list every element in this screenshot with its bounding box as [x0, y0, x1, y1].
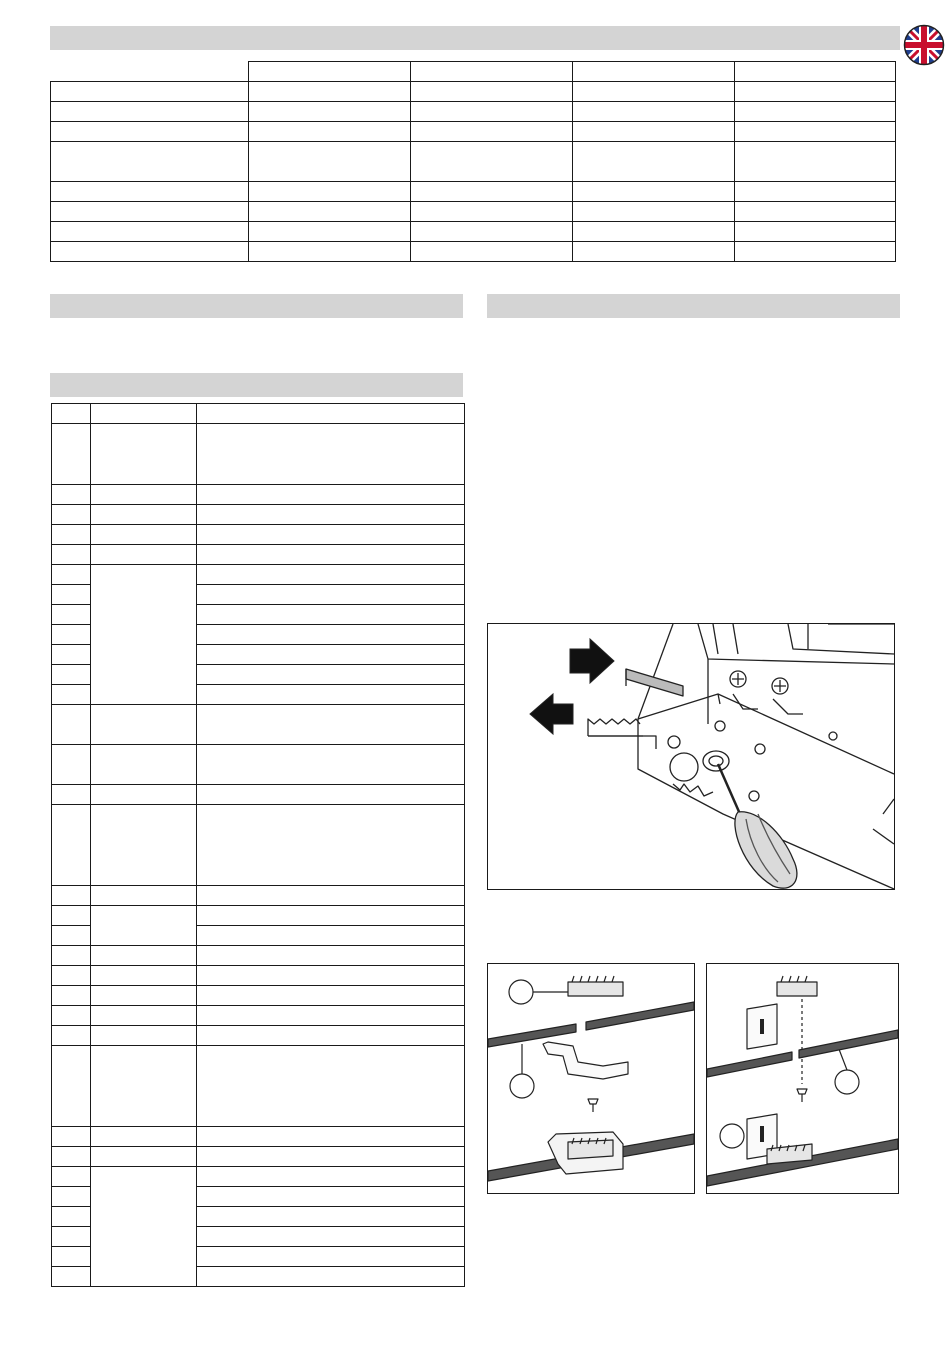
table-cell [735, 242, 896, 262]
table-cell [197, 986, 465, 1006]
table-cell [91, 705, 197, 745]
table-cell [573, 62, 735, 82]
table-cell [197, 404, 465, 424]
table-cell [411, 222, 573, 242]
table-cell [52, 685, 91, 705]
table-row [51, 82, 896, 102]
table-cell [52, 605, 91, 625]
table-cell [91, 946, 197, 966]
table-cell [51, 62, 249, 82]
table-cell [197, 505, 465, 525]
table-cell [52, 424, 91, 485]
table-cell [52, 525, 91, 545]
table-cell [249, 142, 411, 182]
table-cell [52, 485, 91, 505]
table-row [52, 1026, 465, 1046]
table-cell [197, 745, 465, 785]
table-cell [91, 485, 197, 505]
table-cell [52, 565, 91, 585]
table-cell [52, 1167, 91, 1187]
table-cell [197, 525, 465, 545]
table-cell [91, 525, 197, 545]
table-cell [197, 485, 465, 505]
table-cell [249, 102, 411, 122]
table-cell [197, 565, 465, 585]
table-cell [249, 122, 411, 142]
table-cell [52, 404, 91, 424]
table-cell [573, 222, 735, 242]
table-cell [197, 1006, 465, 1026]
table-cell [91, 565, 197, 705]
table-row [52, 986, 465, 1006]
table-row [52, 485, 465, 505]
table-row [52, 745, 465, 785]
table-cell [91, 505, 197, 525]
table-row [52, 785, 465, 805]
table-cell [197, 946, 465, 966]
table-cell [91, 785, 197, 805]
table-cell [91, 404, 197, 424]
table-cell [52, 1247, 91, 1267]
pull-arrow-icon [530, 694, 573, 734]
table-cell [573, 182, 735, 202]
table-cell [411, 62, 573, 82]
table-cell [411, 122, 573, 142]
table-row [51, 182, 896, 202]
table-cell [52, 966, 91, 986]
table-row [52, 404, 465, 424]
table-row [52, 1147, 465, 1167]
table-cell [735, 142, 896, 182]
table-cell [52, 886, 91, 906]
table-cell [52, 745, 91, 785]
table-cell [197, 545, 465, 565]
table-cell [52, 505, 91, 525]
table-cell [249, 202, 411, 222]
table-cell [735, 202, 896, 222]
table-cell [51, 142, 249, 182]
table-cell [91, 1006, 197, 1026]
table-cell [52, 1026, 91, 1046]
table-cell [197, 1127, 465, 1147]
table-cell [91, 424, 197, 485]
table-cell [735, 62, 896, 82]
table-cell [91, 745, 197, 785]
table-row [52, 906, 465, 926]
table-cell [197, 645, 465, 665]
table-row [51, 62, 896, 82]
table-cell [197, 1207, 465, 1227]
table-cell [197, 886, 465, 906]
table-cell [411, 182, 573, 202]
push-arrow-icon [570, 639, 614, 683]
table-cell [91, 986, 197, 1006]
table-row [51, 142, 896, 182]
table-cell [197, 1227, 465, 1247]
table-cell [197, 685, 465, 705]
table-cell [411, 82, 573, 102]
table-cell [51, 182, 249, 202]
table-cell [91, 805, 197, 886]
table-row [52, 805, 465, 886]
table-row [51, 102, 896, 122]
table-cell [573, 122, 735, 142]
table-cell [52, 946, 91, 966]
table-cell [52, 1046, 91, 1127]
table-cell [197, 1167, 465, 1187]
table-row [52, 946, 465, 966]
table-cell [573, 142, 735, 182]
table-cell [197, 906, 465, 926]
table-cell [91, 966, 197, 986]
table-cell [197, 625, 465, 645]
table-row [51, 122, 896, 142]
table-cell [735, 182, 896, 202]
table-cell [91, 1147, 197, 1167]
table-cell [52, 645, 91, 665]
table-cell [91, 1046, 197, 1127]
table-cell [91, 1026, 197, 1046]
table-cell [52, 1147, 91, 1167]
table-row [52, 886, 465, 906]
table-cell [735, 122, 896, 142]
table-cell [91, 906, 197, 946]
table-cell [197, 1187, 465, 1207]
table-cell [249, 62, 411, 82]
table-cell [197, 705, 465, 745]
table-cell [51, 242, 249, 262]
table-cell [573, 242, 735, 262]
table-row [51, 242, 896, 262]
table-cell [249, 82, 411, 102]
table-cell [197, 926, 465, 946]
table-cell [249, 242, 411, 262]
table-row [51, 202, 896, 222]
table-cell [197, 1247, 465, 1267]
table-cell [249, 182, 411, 202]
table-cell [51, 122, 249, 142]
table-cell [197, 424, 465, 485]
motor-unit-screwdriver-illustration [487, 623, 895, 890]
table-cell [52, 785, 91, 805]
table-cell [52, 1006, 91, 1026]
table-cell [52, 1227, 91, 1247]
belt-bracket-variant-illustration [706, 963, 899, 1194]
table-cell [197, 966, 465, 986]
table-cell [52, 1207, 91, 1227]
table-cell [52, 705, 91, 745]
table-cell [197, 665, 465, 685]
table-cell [197, 785, 465, 805]
table-cell [52, 986, 91, 1006]
table-cell [411, 202, 573, 222]
table-cell [249, 222, 411, 242]
table-cell [735, 82, 896, 102]
table-cell [52, 926, 91, 946]
table-cell [51, 202, 249, 222]
table-cell [411, 142, 573, 182]
table-row [52, 424, 465, 485]
table-cell [51, 82, 249, 102]
table-row [52, 505, 465, 525]
table-cell [735, 222, 896, 242]
table-cell [52, 585, 91, 605]
section-bar-components [50, 373, 463, 397]
table-cell [52, 625, 91, 645]
table-cell [52, 1267, 91, 1287]
table-row [52, 966, 465, 986]
table-cell [91, 1127, 197, 1147]
table-cell [52, 805, 91, 886]
section-bar-technical-data [50, 26, 900, 50]
table-cell [197, 1046, 465, 1127]
table-cell [411, 102, 573, 122]
table-cell [197, 1147, 465, 1167]
table-row [52, 1046, 465, 1127]
table-cell [52, 545, 91, 565]
table-row [51, 222, 896, 242]
table-row [52, 565, 465, 585]
table-cell [51, 102, 249, 122]
specs-table [50, 61, 896, 262]
table-cell [573, 82, 735, 102]
table-cell [91, 545, 197, 565]
table-cell [52, 906, 91, 926]
table-cell [197, 605, 465, 625]
table-cell [51, 222, 249, 242]
table-cell [52, 1127, 91, 1147]
table-cell [197, 1267, 465, 1287]
table-cell [735, 102, 896, 122]
table-row [52, 1127, 465, 1147]
table-cell [91, 886, 197, 906]
legend-table [51, 403, 465, 1287]
table-cell [197, 805, 465, 886]
table-cell [91, 1167, 197, 1287]
table-row [52, 1167, 465, 1187]
table-cell [52, 1187, 91, 1207]
table-cell [411, 242, 573, 262]
section-bar-right-upper [487, 294, 900, 318]
table-cell [197, 585, 465, 605]
table-cell [573, 202, 735, 222]
uk-flag-icon [903, 24, 945, 66]
table-row [52, 1006, 465, 1026]
section-bar-left-upper [50, 294, 463, 318]
table-cell [52, 665, 91, 685]
table-cell [573, 102, 735, 122]
belt-bracket-assembly-illustration [487, 963, 695, 1194]
table-row [52, 525, 465, 545]
table-cell [197, 1026, 465, 1046]
table-row [52, 545, 465, 565]
table-row [52, 705, 465, 745]
